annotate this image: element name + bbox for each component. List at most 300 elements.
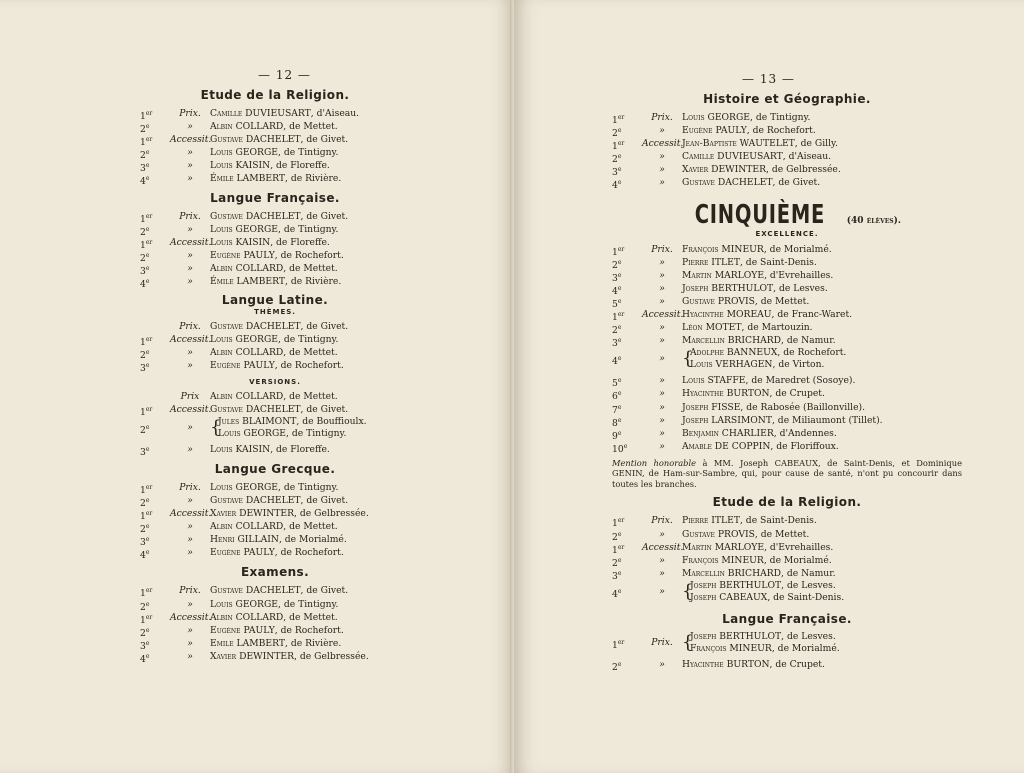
prize-rank: [612, 308, 642, 324]
prize-rank: [140, 210, 170, 223]
student-entry: [210, 403, 410, 416]
prize-row: [612, 282, 962, 295]
prize-row: [140, 598, 410, 611]
prize-row: [140, 624, 410, 637]
rank-number: 1: [612, 115, 618, 127]
student-entry: [210, 333, 410, 346]
rank-number: 2: [612, 531, 618, 543]
student-place: , de Tintigny.: [286, 427, 347, 439]
student-entry: [210, 172, 410, 185]
prize-row: [140, 346, 410, 362]
student-place: , de Lesves.: [781, 630, 836, 642]
rank-number: 8: [612, 417, 618, 429]
prize-rank: [612, 256, 642, 269]
student-entry: [210, 146, 410, 159]
class-heading: [612, 200, 962, 230]
rank-number: 1: [140, 406, 146, 418]
prize-rank: [140, 403, 170, 416]
student-name: Louis GEORGE: [210, 598, 279, 610]
student-name: Eugène PAULY: [210, 624, 275, 636]
prize-rank: [140, 598, 170, 611]
prize-row: [612, 124, 962, 140]
prize-row: [140, 533, 410, 549]
student-name: Martin MARLOYE: [682, 269, 765, 281]
prize-rank: [140, 584, 170, 600]
prize-rank: [612, 514, 642, 530]
student-name: Marcellin BRICHARD: [682, 567, 781, 579]
prize-rank: [140, 236, 170, 249]
rank-suffix: e: [623, 442, 628, 450]
student-name: Joseph CABEAUX: [690, 591, 768, 603]
prize-rank: [140, 533, 170, 549]
prize-label: Prix.: [651, 515, 673, 527]
student-entry: [210, 249, 410, 262]
prize-label: Prix.: [179, 481, 201, 493]
prize-rank: [612, 282, 642, 295]
section-heading: Langue Grecque.: [214, 461, 336, 476]
student-place: , de Rivière.: [285, 276, 342, 288]
student-place: , d'Andennes.: [773, 427, 837, 439]
rank-number: 2: [612, 557, 618, 569]
page-number-right: — 13 —: [742, 72, 795, 86]
student-place: , de Mettet.: [283, 262, 338, 274]
class-subtitle: (40 élèves).: [846, 215, 902, 226]
student-entry: [682, 387, 962, 400]
prize-rank: [612, 528, 642, 541]
prize-rank: [140, 172, 170, 188]
student-entry: [210, 584, 410, 597]
rank-suffix: e: [145, 349, 150, 357]
rank-number: 2: [612, 259, 618, 271]
student-name: Joseph BERTHULOT: [690, 579, 782, 591]
prize-row: [140, 584, 410, 600]
student-name: François MINEUR: [682, 243, 764, 255]
rank-number: 9: [612, 430, 618, 442]
student-entry: [218, 416, 410, 428]
student-entry: [210, 120, 410, 133]
student-name: Albin COLLARD: [210, 262, 284, 274]
prize-label: »: [659, 322, 665, 334]
student-place: , de Mettet.: [754, 528, 810, 540]
student-entry: [210, 624, 410, 637]
prize-label: »: [659, 659, 665, 671]
prize-rank: [140, 262, 170, 275]
student-place: , de Tintigny.: [750, 112, 811, 123]
spacer: [612, 190, 962, 200]
student-place: , de Maredret (Sosoye).: [745, 375, 856, 387]
rank-suffix: e: [617, 661, 622, 669]
prize-rank: [612, 580, 642, 607]
prize-row: [612, 374, 962, 390]
prize-label: »: [187, 598, 193, 610]
student-entry: [682, 567, 962, 580]
prize-row: [140, 546, 410, 562]
student-place: , de Crupet.: [769, 388, 825, 400]
rank-suffix: e: [145, 639, 150, 647]
student-name: Louis GEORGE: [210, 481, 279, 493]
prize-label: Prix.: [651, 112, 673, 123]
student-name: Hyacinthe MOREAU: [682, 309, 772, 321]
tied-names: [690, 347, 962, 374]
prize-rank: [140, 107, 170, 123]
student-name: Camille DUVIEUSART: [210, 108, 311, 119]
prize-label: »: [659, 256, 665, 268]
student-name: François MINEUR: [690, 642, 772, 654]
prize-label: »: [659, 295, 665, 307]
prize-rank: [140, 637, 170, 650]
student-entry: [210, 107, 410, 120]
student-place: , de Mettet.: [283, 390, 338, 402]
student-entry: [690, 347, 962, 359]
prize-row: [612, 269, 962, 282]
student-name: Louis STAFFE: [682, 375, 746, 387]
rank-suffix: er: [145, 510, 153, 518]
rank-number: 1: [140, 213, 146, 225]
prize-row: [140, 107, 410, 123]
student-place: , de Saint-Denis.: [767, 591, 845, 603]
student-place: , de Morialmé.: [278, 534, 347, 546]
prize-row: [140, 320, 410, 333]
rank-number: 2: [140, 350, 146, 362]
rank-suffix: e: [617, 297, 622, 305]
rank-number: 3: [140, 266, 146, 277]
student-name: Gustave PROVIS: [682, 528, 755, 540]
student-place: , de Tintigny.: [278, 223, 339, 235]
rank-suffix: e: [145, 225, 150, 233]
tied-prize-group: [612, 347, 962, 374]
student-name: Jean-Baptiste WAUTELET: [682, 138, 795, 150]
brace-glyph: {: [682, 580, 694, 602]
student-name: Gustave DACHELET: [210, 321, 301, 333]
student-place: , de Floreffe.: [270, 236, 330, 248]
rank-number: 1: [612, 544, 618, 556]
rank-suffix: er: [145, 212, 153, 220]
prize-row: [612, 334, 962, 350]
student-name: Jules BLAIMONT: [218, 415, 297, 427]
student-place: , d'Evrehailles.: [764, 269, 834, 281]
brace-glyph: {: [682, 348, 694, 370]
student-name: Albin COLLARD: [210, 521, 284, 533]
prize-row: [140, 146, 410, 162]
tied-prize-group: [612, 631, 962, 658]
student-place: , de Rochefort.: [274, 547, 344, 559]
student-name: Émile LAMBERT: [210, 173, 285, 185]
rank-number: 3: [612, 338, 618, 350]
rank-number: 2: [140, 124, 146, 136]
prize-label: »: [659, 388, 665, 400]
student-entry: [218, 428, 410, 440]
student-place: , de Morialmé.: [771, 642, 840, 654]
student-entry: [210, 359, 410, 372]
rank-number: 1: [612, 640, 618, 652]
student-entry: [682, 124, 962, 137]
prize-row: [612, 137, 962, 153]
rank-suffix: er: [617, 245, 625, 253]
rank-number: 7: [612, 404, 618, 416]
student-name: Henri GILLAIN: [210, 534, 279, 546]
prize-label: Accessit.: [642, 309, 684, 321]
rank-number: 1: [140, 111, 146, 123]
prize-label: »: [659, 151, 665, 163]
prize-row: [140, 210, 410, 223]
student-name: Hyacinthe BURTON: [682, 659, 770, 671]
prize-label: Prix.: [651, 636, 673, 648]
prize-rank: [140, 494, 170, 507]
prize-rank: [612, 631, 642, 658]
prize-label: »: [659, 375, 665, 387]
rank-number: 1: [140, 614, 146, 626]
prize-label: »: [659, 353, 665, 365]
prize-rank: [612, 163, 642, 179]
prize-rank: [612, 321, 642, 337]
prize-rank: [612, 427, 642, 440]
prize-label: Prix.: [179, 321, 201, 333]
prize-rank: [140, 416, 170, 443]
student-place: , de Givet.: [300, 403, 349, 415]
rank-number: 3: [140, 163, 146, 175]
rank-suffix: er: [145, 483, 153, 491]
section-heading: Langue Française.: [210, 190, 340, 205]
student-place: , de Gelbressée.: [294, 650, 369, 662]
student-entry: [682, 150, 962, 163]
student-entry: [210, 637, 410, 650]
student-entry: [690, 631, 962, 643]
student-name: Joseph FISSE: [682, 401, 741, 413]
section-heading: Etude de la Religion.: [200, 88, 350, 102]
prize-label: »: [659, 554, 665, 566]
rank-number: 3: [612, 570, 618, 582]
student-name: Adolphe BANNEUX: [690, 347, 778, 359]
student-place: , de Rochefort.: [777, 347, 847, 359]
rank-number: 2: [612, 128, 618, 140]
prize-rank: [140, 249, 170, 262]
honorable-mention: [612, 458, 962, 490]
student-place: , de Rochefort.: [274, 249, 344, 261]
student-entry: [682, 295, 962, 308]
student-name: Louis GEORGE: [218, 427, 287, 439]
prize-row: [612, 256, 962, 269]
rank-number: 5: [612, 378, 618, 390]
rank-suffix: e: [145, 652, 150, 660]
prize-row: [140, 333, 410, 349]
prize-label: »: [187, 276, 193, 288]
prize-row: [612, 414, 962, 427]
student-name: Louis GEORGE: [210, 223, 279, 235]
prize-label: »: [659, 177, 665, 189]
rank-suffix: e: [617, 337, 622, 345]
prize-row: [140, 159, 410, 175]
rank-suffix: e: [617, 416, 622, 424]
student-place: , de Miliaumont (Tillet).: [771, 414, 883, 426]
section-heading: THÈMES.: [254, 308, 296, 317]
rank-number: 2: [140, 226, 146, 238]
rank-suffix: e: [617, 403, 622, 411]
section-heading: Etude de la Religion.: [712, 495, 862, 510]
student-name: Joseph BERTHULOT: [682, 282, 774, 294]
prize-label: »: [659, 427, 665, 439]
student-place: , de Rivière.: [285, 637, 342, 649]
prize-rank: [612, 243, 642, 256]
student-name: Benjamin CHARLIER: [682, 427, 774, 439]
prize-row: [140, 443, 410, 456]
student-entry: [682, 514, 962, 527]
rank-number: 5: [612, 299, 618, 310]
prize-rank: [612, 137, 642, 153]
student-entry: [210, 346, 410, 359]
student-entry: [210, 650, 410, 663]
student-name: Gustave PROVIS: [682, 295, 755, 307]
rank-suffix: e: [617, 258, 622, 266]
student-entry: [682, 401, 962, 414]
prize-label: »: [659, 335, 665, 347]
student-place: , de Lesves.: [781, 579, 836, 591]
rank-number: 4: [612, 588, 618, 600]
rank-suffix: e: [617, 556, 622, 564]
prize-rank: [140, 120, 170, 136]
student-entry: [210, 520, 410, 533]
student-name: Joseph LARSIMONT: [682, 414, 772, 426]
prize-row: [140, 403, 410, 416]
tied-names: [690, 580, 962, 607]
student-place: , de Floreffe.: [270, 443, 330, 455]
prize-label: »: [187, 249, 193, 261]
student-entry: [690, 643, 962, 655]
prize-row: [140, 172, 410, 188]
student-name: Louis GEORGE: [210, 334, 279, 346]
rank-suffix: e: [617, 153, 622, 161]
prize-label: »: [187, 443, 193, 455]
rank-suffix: e: [617, 166, 622, 174]
student-entry: [690, 592, 962, 604]
prize-rank: [612, 541, 642, 554]
student-place: , de Floriffoux.: [770, 440, 839, 452]
rank-suffix: e: [617, 271, 622, 279]
student-place: , de Mettet.: [283, 521, 338, 533]
tied-prize-group: [140, 416, 410, 443]
prize-row: [612, 308, 962, 324]
section-heading: Langue Française.: [722, 611, 852, 626]
prize-rank: [140, 650, 170, 663]
student-name: Xavier DEWINTER: [210, 508, 295, 520]
student-place: , de Crupet.: [769, 659, 825, 671]
prize-rank: [612, 269, 642, 282]
prize-rank: [140, 390, 170, 403]
student-place: , de Virton.: [772, 359, 825, 371]
rank-number: 1: [140, 137, 146, 149]
prize-row: [140, 494, 410, 507]
rank-suffix: e: [145, 264, 150, 272]
rank-suffix: e: [617, 587, 622, 595]
student-name: Louis GEORGE: [210, 147, 279, 159]
mention-text: à MM. Joseph CABEAUX, de Saint-Denis, et Dominique GENIN, de Ham-sur-Sambre, qui, pour cause de santé, n'ont pu concourir dans toutes les branches.: [612, 457, 962, 489]
rank-suffix: e: [617, 179, 622, 187]
prize-rank: [612, 124, 642, 140]
student-entry: [682, 137, 962, 150]
prize-rank: [612, 176, 642, 192]
section-heading: Examens.: [240, 565, 310, 580]
prize-rank: [612, 554, 642, 567]
student-entry: [682, 163, 962, 176]
rank-suffix: e: [145, 278, 150, 286]
rank-number: 3: [140, 363, 146, 375]
student-place: , de Rivière.: [285, 173, 342, 185]
section-heading: Histoire et Géographie.: [703, 92, 871, 106]
rank-number: 3: [612, 167, 618, 179]
rank-suffix: e: [617, 324, 622, 332]
prize-rank: [140, 159, 170, 175]
student-name: Louis KAISIN: [210, 236, 271, 248]
rank-suffix: e: [145, 175, 150, 183]
prize-rank: [612, 374, 642, 390]
prize-row: [140, 637, 410, 650]
student-place: , de Namur.: [781, 335, 836, 347]
student-name: Eugène PAULY: [210, 360, 275, 372]
prize-label: Accessit.: [170, 334, 212, 346]
prize-row: [140, 359, 410, 375]
student-place: , de Gelbressée.: [766, 164, 841, 176]
rank-number: 4: [140, 279, 146, 291]
page-number-left: — 12 —: [258, 68, 311, 82]
student-entry: [682, 282, 962, 295]
prize-row: [140, 249, 410, 262]
student-name: Gustave DACHELET: [210, 585, 301, 597]
prize-rank: [612, 111, 642, 127]
rank-suffix: er: [145, 405, 153, 413]
student-place: , de Mettet.: [283, 121, 338, 133]
prize-row: [612, 528, 962, 541]
prize-rank: [612, 658, 642, 674]
student-entry: [210, 223, 410, 236]
student-entry: [210, 133, 410, 146]
rank-number: 1: [612, 246, 618, 258]
prize-row: [612, 514, 962, 530]
rank-suffix: er: [617, 638, 625, 646]
prize-rank: [140, 443, 170, 456]
student-place: , de Mettet.: [754, 295, 810, 307]
rank-suffix: er: [617, 517, 625, 525]
student-entry: [682, 334, 962, 347]
student-name: Léon MOTET: [682, 322, 742, 334]
prize-rank: [612, 347, 642, 374]
prize-row: [140, 520, 410, 536]
brace-glyph: {: [682, 631, 694, 653]
student-entry: [210, 236, 410, 249]
prize-rank: [612, 387, 642, 403]
student-name: Xavier DEWINTER: [682, 164, 767, 176]
prize-label: »: [659, 585, 665, 597]
student-entry: [682, 440, 962, 453]
prize-rank: [140, 146, 170, 162]
student-place: , de Floreffe.: [270, 160, 330, 172]
rank-number: 2: [140, 424, 146, 436]
prize-row: [140, 650, 410, 663]
student-place: , de Rochefort.: [274, 624, 344, 636]
rank-suffix: e: [145, 549, 150, 557]
prize-rank: [612, 334, 642, 350]
prize-row: [612, 554, 962, 567]
prize-row: [140, 120, 410, 136]
prize-rank: [140, 611, 170, 624]
prize-row: [140, 481, 410, 494]
rank-suffix: er: [145, 587, 153, 595]
rank-number: 4: [140, 653, 146, 665]
student-entry: [682, 176, 962, 189]
mention-lead: Mention honorable: [612, 457, 697, 468]
rank-number: 3: [140, 537, 146, 549]
rank-suffix: er: [145, 110, 153, 117]
prize-row: [140, 611, 410, 624]
student-entry: [682, 427, 962, 440]
